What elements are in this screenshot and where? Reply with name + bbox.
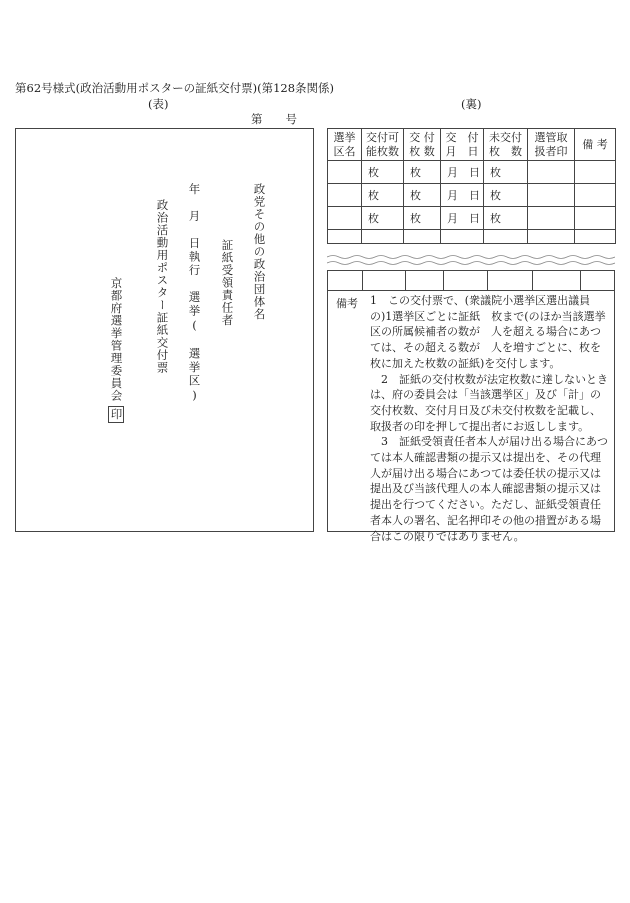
party-name: 政党その他の政治団体名 [252, 183, 267, 321]
table-row-partial [328, 230, 616, 244]
notes-text [370, 293, 610, 544]
notes-panel [327, 270, 615, 543]
number-label: 第 号 [251, 112, 297, 126]
note-2: 2 証紙の交付枚数が法定枚数に達しないときは、府の委員会は「当該選挙区」及び「計」の交付枚数、交付月日及び未交付枚数を記載し、取扱者の印を押して提出者にお返しします。 [370, 372, 608, 433]
ticket-name: 政治活動用ポスター証紙交付票 [155, 199, 170, 374]
front-panel [15, 128, 314, 532]
col-officer-seal: 選管取 扱者印 [528, 129, 575, 161]
note-1: 1 この交付票で、(衆議院小選挙区選出議員の)1選挙区ごとに証紙 枚まで(のほか当該選挙区の所属候補者の数が 人を超える場合にあつては、その超える数が 人を増すごとに、枚を 枚に加えた枚数の証紙)を交付します。 [370, 294, 612, 370]
col-allowable: 交付可 能枚数 [362, 129, 404, 161]
notes-top-cells [328, 271, 614, 290]
receiver-label: 証紙受領責任者 [220, 239, 235, 327]
col-issued: 交 付 枚 数 [404, 129, 441, 161]
back-label: (裏) [461, 97, 482, 111]
table-header-row [328, 129, 616, 161]
col-remarks: 備 考 [575, 129, 616, 161]
seal-mark: 印 [109, 408, 124, 421]
table-row: 枚 枚 月 日 枚 [328, 184, 616, 207]
front-label: (表) [148, 97, 169, 111]
table-break-wave [327, 252, 615, 268]
col-district: 選挙 区名 [328, 129, 362, 161]
election-line: 年 月 日執行 選挙( 選挙区) [187, 183, 202, 404]
notes-divider [328, 290, 614, 291]
form-title: 第62号様式(政治活動用ポスターの証紙交付票)(第128条関係) [15, 81, 335, 95]
committee-name: 京都府選挙管理委員会 [109, 277, 124, 402]
note-3: 3 証紙受領責任者本人が届け出る場合にあつては本人確認書類の提示又は提出を、その代理人が届け出る場合にあつては委任状の提示又は提出及び当該代理人の本人確認書類の提示又は提出を行つてください。ただし、証紙受領責任者本人の署名、記名押印その他の措置がある場合はこの限りではありません。 [370, 435, 608, 543]
back-table [327, 128, 616, 244]
table-row: 枚 枚 月 日 枚 [328, 161, 616, 184]
col-unissued: 未交付 枚 数 [484, 129, 528, 161]
table-row: 枚 枚 月 日 枚 [328, 207, 616, 230]
col-date: 交 付 月 日 [441, 129, 484, 161]
notes-label: 備考 [336, 297, 358, 310]
